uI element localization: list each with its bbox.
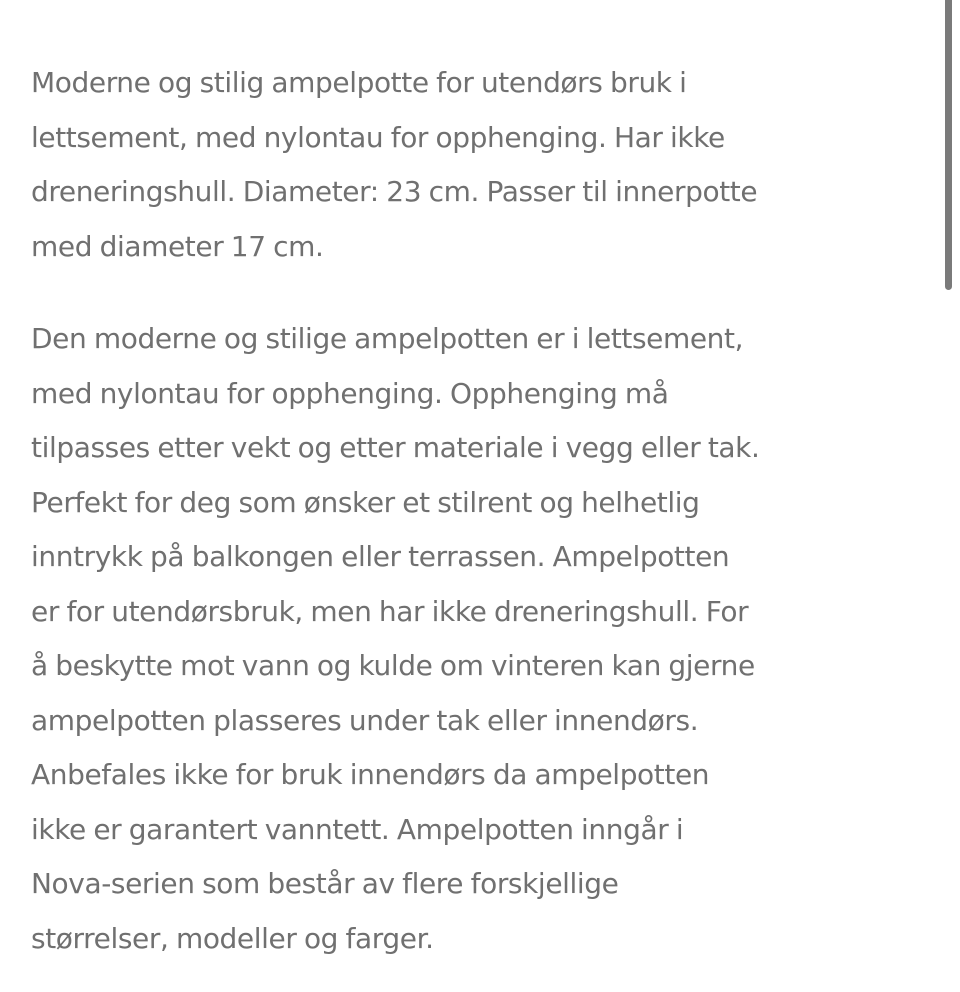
text-line: dreneringshull. Diameter: 23 cm. Passer til innerpotte <box>31 175 758 208</box>
description-paragraph-short <box>31 56 941 274</box>
text-line: Den moderne og stilige ampelpotten er i lettsement, <box>31 322 744 355</box>
text-line: størrelser, modeller og farger. <box>31 921 434 955</box>
text-line: inntrykk på balkongen eller terrassen. Ampelpotten <box>31 540 730 573</box>
text-line: å beskytte mot vann og kulde om vinteren kan gjerne <box>31 649 755 682</box>
text-line: med nylontau for opphenging. Opphenging må <box>31 376 669 410</box>
text-line: Perfekt for deg som ønsker et stilrent og helhetlig <box>31 485 700 519</box>
product-description <box>31 56 941 966</box>
text-line: ampelpotten plasseres under tak eller innendørs. <box>31 703 699 737</box>
description-paragraph-long <box>31 312 941 966</box>
paragraph-spacer <box>31 274 941 312</box>
text-line: med diameter 17 cm. <box>31 229 324 263</box>
text-line: Anbefales ikke for bruk innendørs da ampelpotten <box>31 758 710 791</box>
text-line: lettsement, med nylontau for opphenging. Har ikke <box>31 120 725 154</box>
text-line: Nova-serien som består av flere forskjellige <box>31 867 619 900</box>
text-line: tilpasses etter vekt og etter materiale i vegg eller tak. <box>31 431 760 464</box>
text-line: Moderne og stilig ampelpotte for utendørs bruk i <box>31 66 687 99</box>
text-line: ikke er garantert vanntett. Ampelpotten inngår i <box>31 812 684 846</box>
scrollbar-thumb[interactable] <box>945 0 952 290</box>
text-line: er for utendørsbruk, men har ikke dreneringshull. For <box>31 594 749 628</box>
